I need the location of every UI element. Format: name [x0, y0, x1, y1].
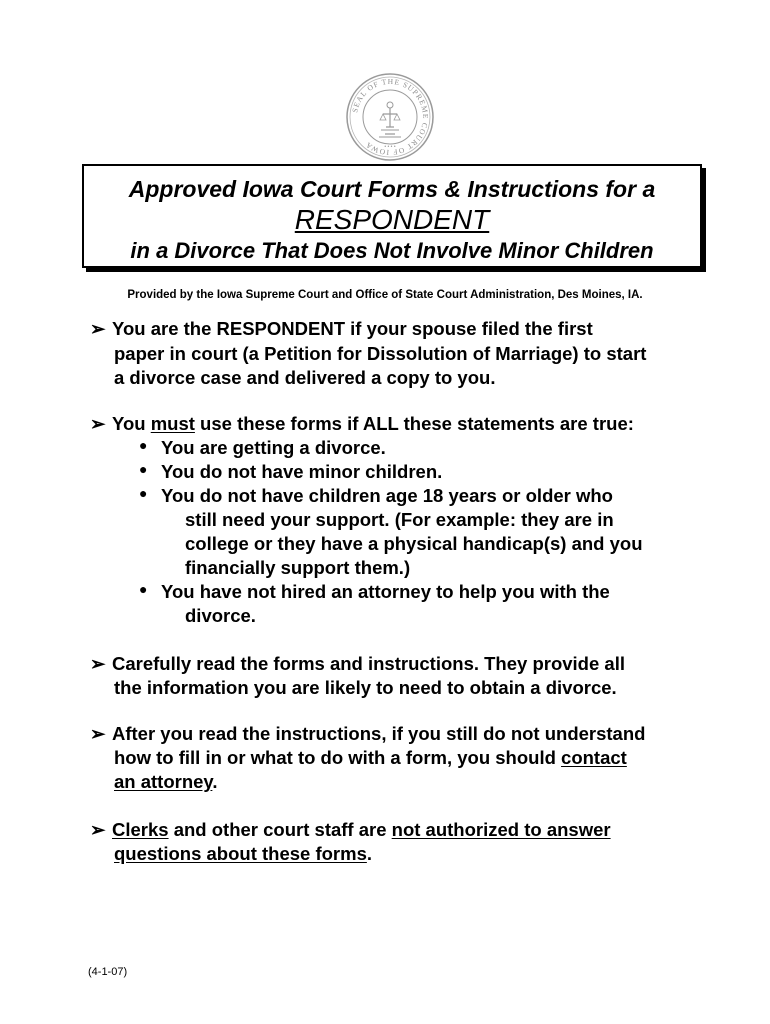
s1-line-1: You are the RESPONDENT if your spouse filed the first [112, 318, 593, 339]
dot-bullet-icon: ● [139, 461, 148, 477]
section-must-use [90, 412, 634, 436]
dot-bullet-icon: ● [139, 485, 148, 501]
title-line-3: in a Divorce That Does Not Involve Minor Children [130, 238, 654, 263]
arrow-bullet-icon: ➢ [90, 413, 106, 434]
attorney-emphasis: an attorney [114, 771, 213, 792]
bullet-getting-divorce: You are getting a divorce. [161, 437, 386, 458]
dot-bullet-icon: ● [139, 581, 148, 597]
dot-bullet-icon: ● [139, 437, 148, 453]
s3-line-1: Carefully read the forms and instructions. They provide all [112, 653, 625, 674]
s4-line-3 [114, 770, 218, 794]
svg-text:• • • •: • • • • [384, 144, 396, 150]
contact-emphasis: contact [561, 747, 627, 768]
arrow-bullet-icon: ➢ [90, 318, 106, 339]
s4-line-2-text: how to fill in or what to do with a form, you should [114, 747, 562, 768]
s3-line-2: the information you are likely to need to obtain a divorce. [114, 677, 617, 698]
s2-pre: You [112, 413, 151, 434]
seal-ring-text: SEAL OF THE SUPREME COURT OF IOWA [350, 76, 431, 158]
provided-by-text: Provided by the Iowa Supreme Court and Office of State Court Administration, Des Moines, IA. [127, 289, 643, 301]
supreme-court-seal [345, 72, 435, 162]
section-respondent-definition [90, 317, 593, 341]
s4-line-2 [114, 746, 627, 770]
arrow-bullet-icon: ➢ [90, 653, 106, 674]
arrow-bullet-icon: ➢ [90, 819, 106, 840]
title-box [82, 164, 702, 268]
section-read-carefully [90, 652, 625, 676]
bullet-no-attorney-line-1: You have not hired an attorney to help you with the [161, 581, 610, 602]
bullet-no-adult-children-line-1: You do not have children age 18 years or older who [161, 485, 613, 506]
title-respondent: RESPONDENT [294, 204, 490, 235]
clerks-emphasis: Clerks [112, 819, 169, 840]
must-emphasis: must [150, 413, 195, 434]
arrow-bullet-icon: ➢ [90, 723, 106, 744]
bullet-no-minor-children: You do not have minor children. [161, 461, 443, 482]
not-authorized-emphasis: not authorized to answer [391, 819, 611, 840]
s1-line-2: paper in court (a Petition for Dissolution of Marriage) to start [114, 343, 647, 364]
bullet-no-adult-children-line-3: college or they have a physical handicap(s) and you [185, 533, 643, 554]
s2-post: use these forms if ALL these statements are true: [194, 413, 634, 434]
s5-period: . [366, 843, 373, 864]
s5-mid: and other court staff are [168, 819, 392, 840]
bullet-no-attorney-line-2: divorce. [185, 605, 256, 626]
section-contact-attorney [90, 722, 645, 746]
form-date: (4-1-07) [88, 966, 128, 978]
bullet-no-adult-children-line-4: financially support them.) [185, 557, 411, 578]
title-line-1: Approved Iowa Court Forms & Instructions for a [128, 176, 656, 202]
bullet-no-adult-children-line-2: still need your support. (For example: they are in [185, 509, 614, 530]
s4-line-1: After you read the instructions, if you still do not understand [112, 723, 646, 744]
questions-emphasis: questions about these forms [114, 843, 367, 864]
s4-period: . [212, 771, 218, 792]
s5-line-2 [114, 842, 372, 866]
section-clerks-not-authorized [90, 818, 611, 842]
s1-line-3: a divorce case and delivered a copy to you. [114, 367, 496, 388]
